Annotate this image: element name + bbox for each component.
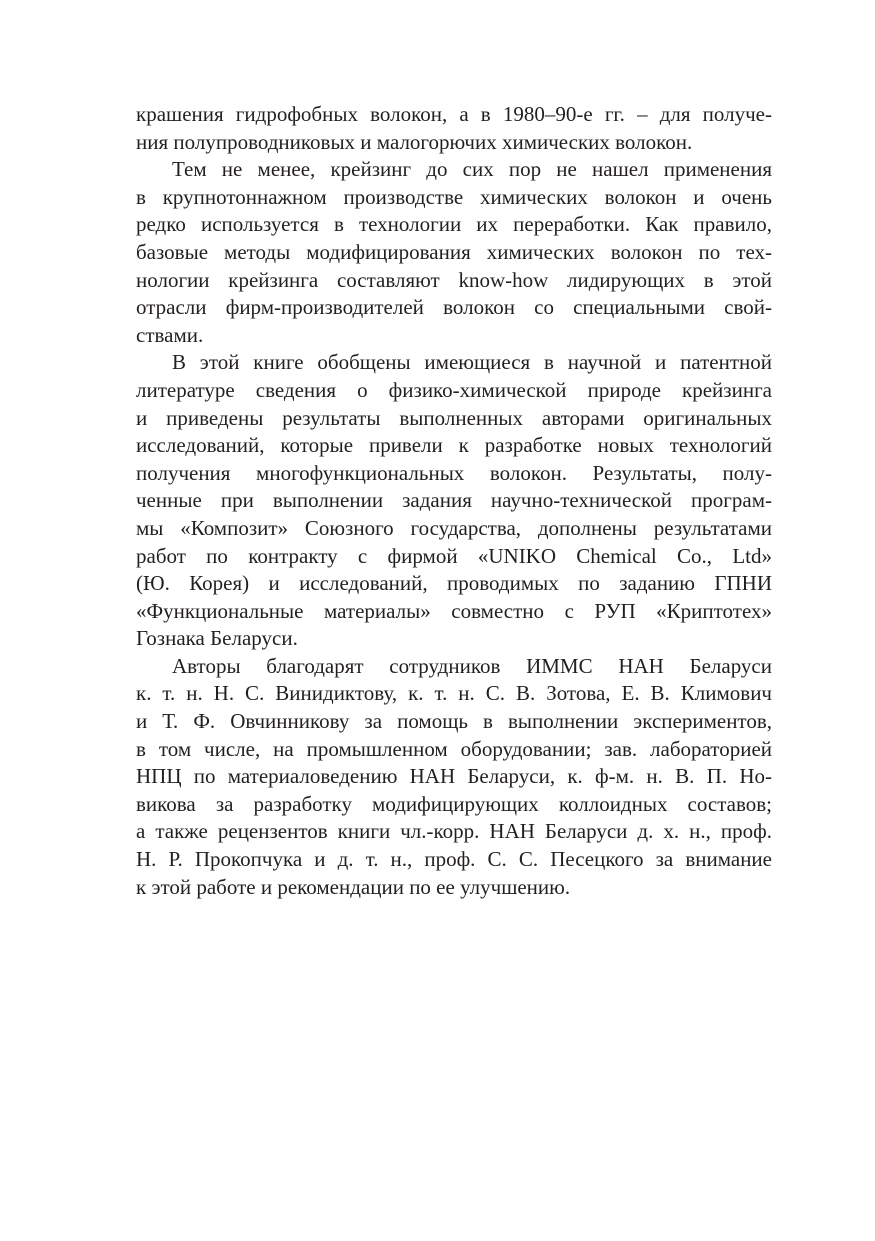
text-line: в крупнотоннажном производстве химических волокон и очень [136, 184, 772, 209]
body-text [136, 101, 772, 901]
paragraph-3 [136, 349, 772, 653]
text-line: ния полупроводниковых и малогорючих химических волокон. [136, 129, 693, 154]
text-line: викова за разработку модифицирующих коллоидных составов; [136, 791, 772, 816]
text-line: мы «Композит» Союзного государства, дополнены результатами [136, 515, 772, 540]
text-line: к этой работе и рекомендации по ее улучшению. [136, 874, 571, 899]
text-line: исследований, которые привели к разработке новых технологий [136, 433, 772, 458]
text-line: В этой книге обобщены имеющиеся в научной и патентной [172, 350, 772, 375]
text-line: базовые методы модифицирования химических волокон по тех- [136, 239, 772, 264]
text-line: отрасли фирм-производителей волокон со специальными свой- [136, 295, 772, 320]
text-line: крашения гидрофобных волокон, а в 1980–90-е гг. – для получе- [136, 102, 772, 126]
text-line: и приведены результаты выполненных авторами оригинальных [136, 405, 772, 430]
text-line: Н. Р. Прокопчука и д. т. н., проф. С. С. Песецкого за внимание [136, 847, 772, 872]
text-line: к. т. н. Н. С. Винидиктову, к. т. н. С. В. Зотова, Е. В. Климович [136, 681, 772, 706]
paragraph-1 [136, 101, 772, 156]
paragraph-2 [136, 156, 772, 349]
text-line: Гознака Беларуси. [136, 626, 298, 651]
text-line: и Т. Ф. Овчинникову за помощь в выполнении экспериментов, [136, 709, 772, 734]
text-line: ченные при выполнении задания научно-технической програм- [136, 488, 772, 513]
text-line: литературе сведения о физико-химической природе крейзинга [136, 377, 772, 402]
text-line: нологии крейзинга составляют know-how лидирующих в этой [136, 267, 772, 292]
text-line: (Ю. Корея) и исследований, проводимых по заданию ГПНИ [136, 571, 772, 596]
text-line: ствами. [136, 322, 204, 347]
text-line: НПЦ по материаловедению НАН Беларуси, к. ф-м. н. В. П. Но- [136, 764, 772, 789]
paragraph-4 [136, 653, 772, 901]
text-line: а также рецензентов книги чл.-корр. НАН Беларуси д. х. н., проф. [136, 819, 772, 844]
text-line: редко используется в технологии их переработки. Как правило, [136, 212, 772, 237]
text-line: «Функциональные материалы» совместно с РУП «Криптотех» [136, 598, 772, 623]
text-line: в том числе, на промышленном оборудовании; зав. лабораторией [136, 736, 772, 761]
text-line: получения многофункциональных волокон. Результаты, полу- [136, 460, 772, 485]
text-line: работ по контракту с фирмой «UNIKO Chemical Co., Ltd» [136, 543, 772, 568]
text-line: Авторы благодарят сотрудников ИММС НАН Беларуси [172, 653, 772, 678]
text-line: Тем не менее, крейзинг до сих пор не нашел применения [172, 157, 772, 182]
